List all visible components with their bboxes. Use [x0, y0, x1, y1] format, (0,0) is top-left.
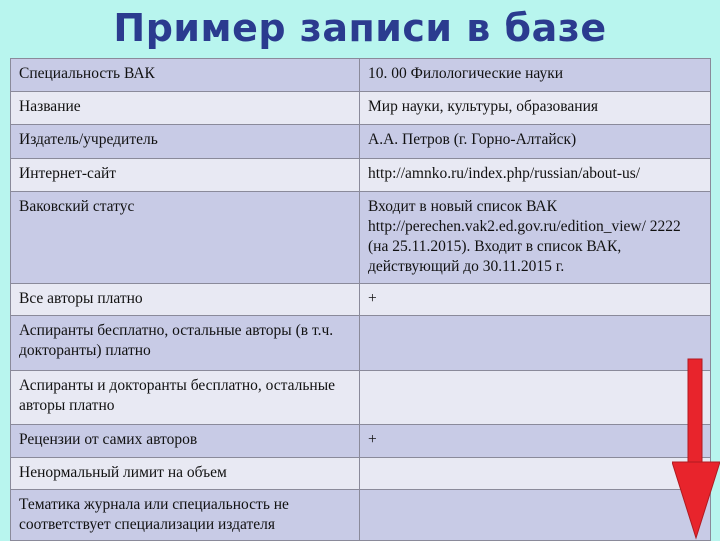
table-row	[11, 59, 711, 92]
table-row	[11, 490, 711, 541]
row-label: Интернет-сайт	[11, 159, 360, 192]
table-row	[11, 284, 711, 316]
row-value	[360, 490, 711, 541]
row-label: Рецензии от самих авторов	[11, 425, 360, 458]
row-label: Тематика журнала или специальность не соответствует специализации издателя	[11, 490, 360, 541]
row-value: А.А. Петров (г. Горно-Алтайск)	[360, 125, 711, 159]
table-row	[11, 316, 711, 371]
table-row	[11, 159, 711, 192]
table-row	[11, 92, 711, 125]
row-label: Аспиранты и докторанты бесплатно, остальные авторы платно	[11, 371, 360, 425]
row-value	[360, 316, 711, 371]
table-row	[11, 192, 711, 284]
table-row	[11, 125, 711, 159]
page-title: Пример записи в базе	[113, 6, 607, 50]
table-row	[11, 425, 711, 458]
row-label: Все авторы платно	[11, 284, 360, 316]
record-table	[10, 58, 711, 541]
arrow-down-icon	[672, 357, 720, 540]
row-value: Мир науки, культуры, образования	[360, 92, 711, 125]
row-value: Входит в новый список ВАК http://perechen.vak2.ed.gov.ru/edition_view/ 2222 (на 25.11.2015). Входит в список ВАК, действующий до 30.11.2015 г.	[360, 192, 711, 284]
table-row	[11, 371, 711, 425]
row-value	[360, 458, 711, 490]
row-label: Ненормальный лимит на объем	[11, 458, 360, 490]
row-value: +	[360, 425, 711, 458]
row-label: Название	[11, 92, 360, 125]
row-label: Ваковский статус	[11, 192, 360, 284]
row-value: http://amnko.ru/index.php/russian/about-us/	[360, 159, 711, 192]
row-value: 10. 00 Филологические науки	[360, 59, 711, 92]
row-value	[360, 371, 711, 425]
row-label: Издатель/учредитель	[11, 125, 360, 159]
row-label: Специальность ВАК	[11, 59, 360, 92]
row-label: Аспиранты бесплатно, остальные авторы (в т.ч. докторанты) платно	[11, 316, 360, 371]
table-row	[11, 458, 711, 490]
row-value: +	[360, 284, 711, 316]
